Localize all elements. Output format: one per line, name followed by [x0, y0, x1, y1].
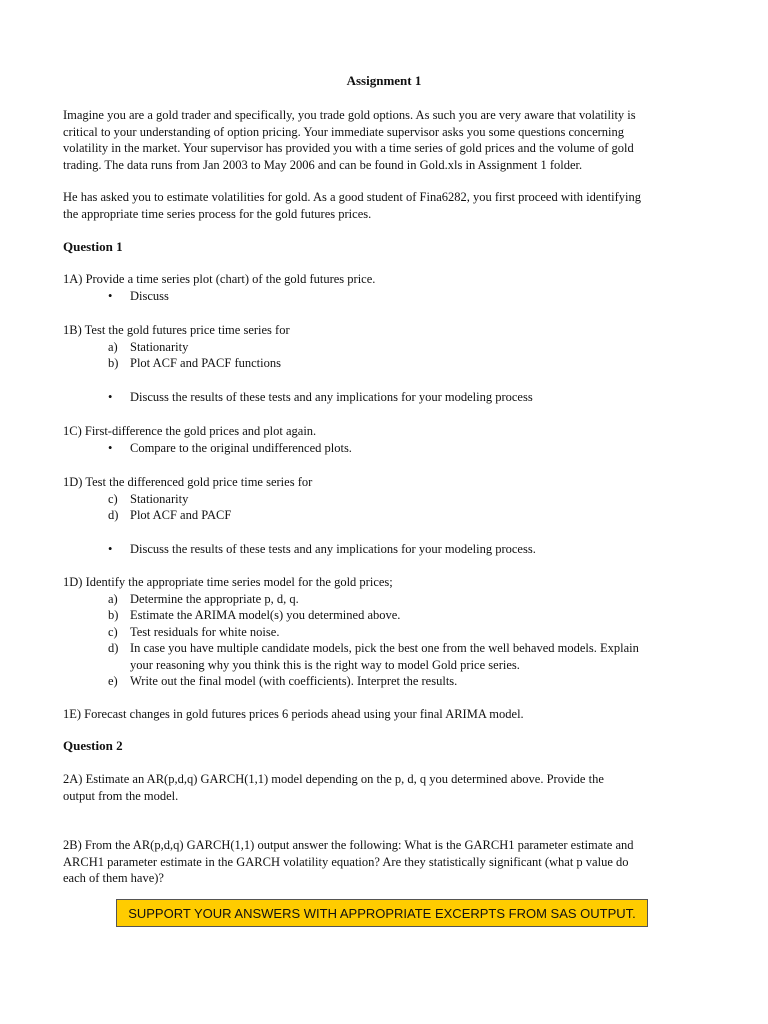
text-line: ARCH1 parameter estimate in the GARCH volatility equation? Are they statistically significant (what p value do [63, 854, 629, 869]
list-item [63, 640, 713, 673]
question-1d [63, 474, 713, 557]
question-1-heading: Question 1 [63, 239, 123, 254]
question-1b [63, 322, 713, 405]
list-item [63, 624, 713, 641]
list-item [63, 673, 713, 690]
bullet-item: • Discuss the results of these tests and any implications for your modeling process. [63, 541, 713, 558]
question-line: 1B) Test the gold futures price time series for [63, 323, 290, 337]
sas-output-callout: SUPPORT YOUR ANSWERS WITH APPROPRIATE EXCERPTS FROM SAS OUTPUT. [116, 899, 648, 927]
list-item-text: Estimate the ARIMA model(s) you determined above. [130, 608, 401, 622]
bullet-item: • Discuss the results of these tests and any implications for your modeling process [63, 389, 713, 406]
list-marker: e) [108, 674, 118, 688]
text-line: He has asked you to estimate volatilities for gold. As a good student of Fina6282, you first proceed with identifying [63, 190, 642, 204]
question-2-heading: Question 2 [63, 738, 123, 753]
text-line: each of them have)? [63, 871, 164, 885]
list-marker: c) [108, 624, 118, 639]
list-item-text: Write out the final model (with coefficients). Interpret the results. [130, 674, 458, 688]
list-item [63, 507, 713, 524]
question-line: 1E) Forecast changes in gold futures prices 6 periods ahead using your final ARIMA model. [63, 707, 524, 721]
list-item [63, 339, 713, 356]
question-line: 1A) Provide a time series plot (chart) of the gold futures price. [63, 272, 376, 286]
list-item-text: Determine the appropriate p, d, q. [130, 591, 299, 606]
list-item [63, 355, 713, 372]
intro-paragraph-1 [63, 107, 713, 173]
question-1c [63, 423, 713, 456]
list-item-text: Plot ACF and PACF [130, 508, 232, 522]
text-line: volatility in the market. Your supervisor has provided you with a time series of gold prices and the volume of gold [63, 141, 634, 155]
list-item-continuation: your reasoning why you think this is the right way to model Gold price series. [130, 657, 520, 672]
text-line: Imagine you are a gold trader and specifically, you trade gold options. As such you are very aware that volatility is [63, 108, 636, 122]
question-line: 1C) First-difference the gold prices and plot again. [63, 424, 317, 438]
list-marker: d) [108, 508, 119, 522]
text-line: 2A) Estimate an AR(p,d,q) GARCH(1,1) model depending on the p, d, q you determined above. Provide the [63, 772, 604, 786]
text-line: critical to your understanding of option pricing. Your immediate supervisor asks you some questions concerning [63, 124, 625, 139]
bullet-item: • Compare to the original undifferenced plots. [63, 440, 713, 457]
question-1a [63, 271, 713, 304]
list-item-text: In case you have multiple candidate models, pick the best one from the well behaved models. Explain [130, 641, 639, 655]
list-marker: b) [108, 608, 119, 622]
question-2b [63, 837, 713, 887]
text-line: 2B) From the AR(p,d,q) GARCH(1,1) output answer the following: What is the GARCH1 parameter estimate and [63, 838, 634, 852]
list-item [63, 607, 713, 624]
list-item-text: Plot ACF and PACF functions [130, 356, 281, 370]
question-line: 1D) Identify the appropriate time series model for the gold prices; [63, 575, 393, 589]
intro-paragraph-2 [63, 189, 713, 222]
page-title: Assignment 1 [346, 73, 422, 88]
list-marker: a) [108, 339, 118, 354]
bullet-item: • Discuss [63, 288, 713, 305]
text-line: trading. The data runs from Jan 2003 to May 2006 and can be found in Gold.xls in Assignment 1 folder. [63, 157, 583, 172]
list-marker: b) [108, 356, 119, 370]
list-marker: c) [108, 491, 118, 506]
question-2a [63, 771, 713, 804]
list-item [63, 491, 713, 508]
question-line: 1D) Test the differenced gold price time series for [63, 475, 313, 489]
question-1e [63, 706, 713, 723]
text-line: output from the model. [63, 788, 179, 803]
text-line: the appropriate time series process for the gold futures prices. [63, 206, 372, 221]
list-item [63, 591, 713, 608]
list-marker: a) [108, 591, 118, 606]
list-marker: d) [108, 641, 119, 655]
list-item-text: Test residuals for white noise. [130, 624, 280, 639]
list-item-text: Stationarity [130, 491, 189, 506]
list-item-text: Stationarity [130, 339, 189, 354]
question-1d-model [63, 574, 713, 690]
